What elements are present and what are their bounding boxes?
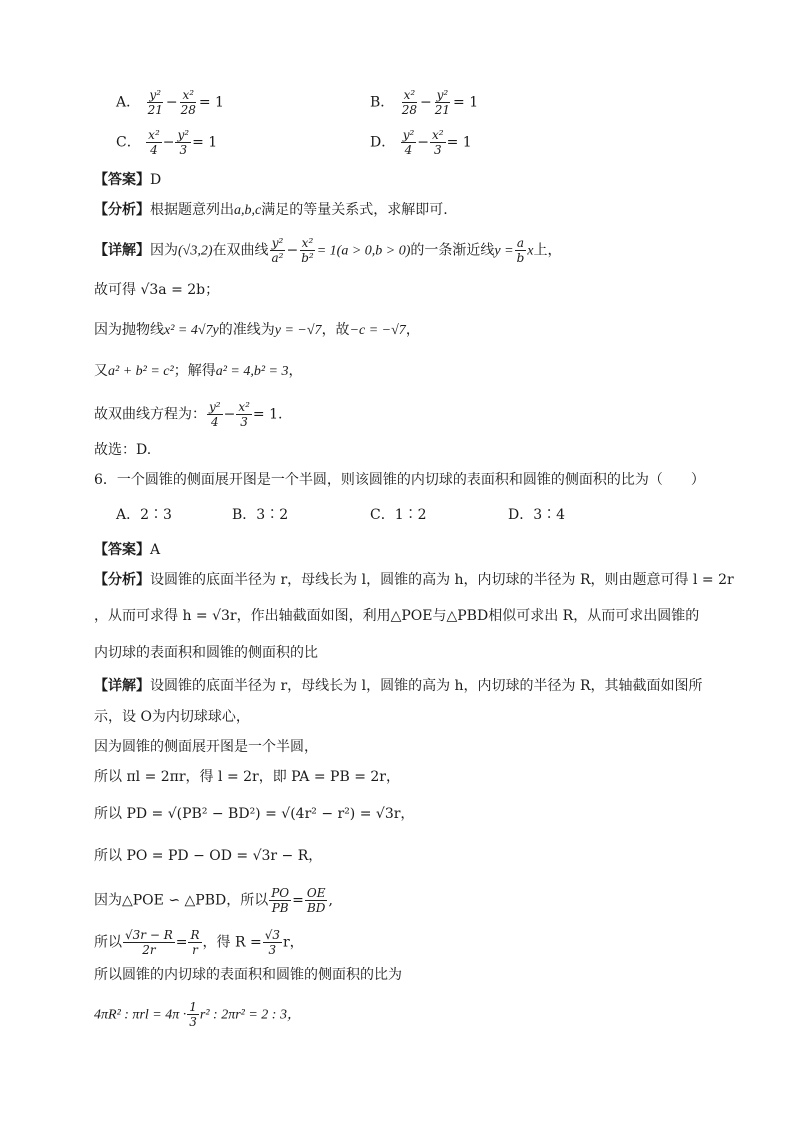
q6-detail-line7: 因为△POE ∽ △PBD，所以 $\frac{PO}{PB}$ = $\frac{OE}{BD}$ , — [94, 886, 333, 915]
q6-detail-line10: 4πR² : πrl = 4π · $\frac{1}{3}$ r² : 2πr² = 2 : 3， — [94, 1000, 301, 1029]
q5-detail-line1: 【详解】因为(√3,2)在双曲线 $\frac{\text{y²}}{\text{a²}}$ − $\frac{\text{x²}}{\text{b²}}$ = 1(a > 0,b > 0)的一条渐近线y = $\frac{a}{b}$ x上， — [94, 236, 562, 265]
q6-option-a: A．2∶3 — [116, 507, 172, 523]
q5-detail-line4: 又a² + b² = c²；解得a² = 4,b² = 3， — [94, 363, 303, 379]
q6-option-d: D．3∶4 — [508, 507, 566, 523]
q6-analysis-line3: 内切球的表面积和圆锥的侧面积的比 — [94, 645, 318, 661]
q6-option-c: C．1∶2 — [370, 507, 427, 523]
q5-analysis: 【分析】根据题意列出a,b,c满足的等量关系式，求解即可. — [94, 202, 448, 218]
q6-detail-line9: 所以圆锥的内切球的表面积和圆锥的侧面积的比为 — [94, 967, 402, 983]
q5-choice: 故选：D. — [94, 442, 152, 458]
q6-detail-line1: 【详解】设圆锥的底面半径为 r，母线长为 l，圆锥的高为 h，内切球的半径为 R，其轴截面如图所 — [94, 678, 703, 694]
q6-detail-line6: 所以 PO = PD − OD = √3r − R， — [94, 848, 323, 864]
q6-detail-line5: 所以 PD = √(PB² − BD²) = √(4r² − r²) = √3r， — [94, 806, 415, 822]
option-c: C． $\frac{\text{x²}}{4}$ − $\frac{\text{y²}}{3}$ = 1 — [116, 128, 218, 157]
q5-detail-line2: 故可得 √3a = 2b； — [94, 282, 220, 298]
q5-answer: 【答案】D — [94, 172, 162, 188]
q6-detail-line2: 示，设 O为内切球球心， — [94, 709, 250, 725]
q6-option-b: B．3∶2 — [232, 507, 289, 523]
q6-question: 6．一个圆锥的侧面展开图是一个半圆，则该圆锥的内切球的表面积和圆锥的侧面积的比为（ ） — [94, 472, 705, 488]
q5-detail-line3: 因为抛物线x² = 4√7y的准线为y = −√7，故−c = −√7， — [94, 322, 420, 338]
option-b: B． $\frac{\text{x²}}{28}$ − $\frac{\text{y²}}{21}$ = 1 — [370, 88, 479, 117]
option-d: D． $\frac{\text{y²}}{4}$ − $\frac{\text{x²}}{3}$ = 1 — [370, 128, 472, 157]
q5-detail-line5: 故双曲线方程为： $\frac{\text{y²}}{4}$ − $\frac{\text{x²}}{3}$ = 1. — [94, 400, 283, 429]
q6-analysis-line2: ，从而可求得 h = √3r，作出轴截面如图，利用△POE与△PBD相似可求出 R，从而可求出圆锥的 — [94, 608, 700, 624]
q6-detail-line4: 所以 πl = 2πr，得 l = 2r，即 PA = PB = 2r， — [94, 769, 400, 785]
option-a: A． $\frac{\text{y²}}{21}$ − $\frac{\text{x²}}{28}$ = 1 — [116, 88, 224, 117]
q6-detail-line3: 因为圆锥的侧面展开图是一个半圆， — [94, 739, 318, 755]
q6-answer: 【答案】A — [94, 542, 161, 558]
q6-analysis-line1: 【分析】设圆锥的底面半径为 r，母线长为 l，圆锥的高为 h，内切球的半径为 R，则由题意可得 l = 2r — [94, 572, 734, 588]
q6-detail-line8: 所以 $\frac{√3r - R}{2r}$ = $\frac{R}{r}$ ，得 R = $\frac{√3}{3}$ r， — [94, 928, 304, 957]
